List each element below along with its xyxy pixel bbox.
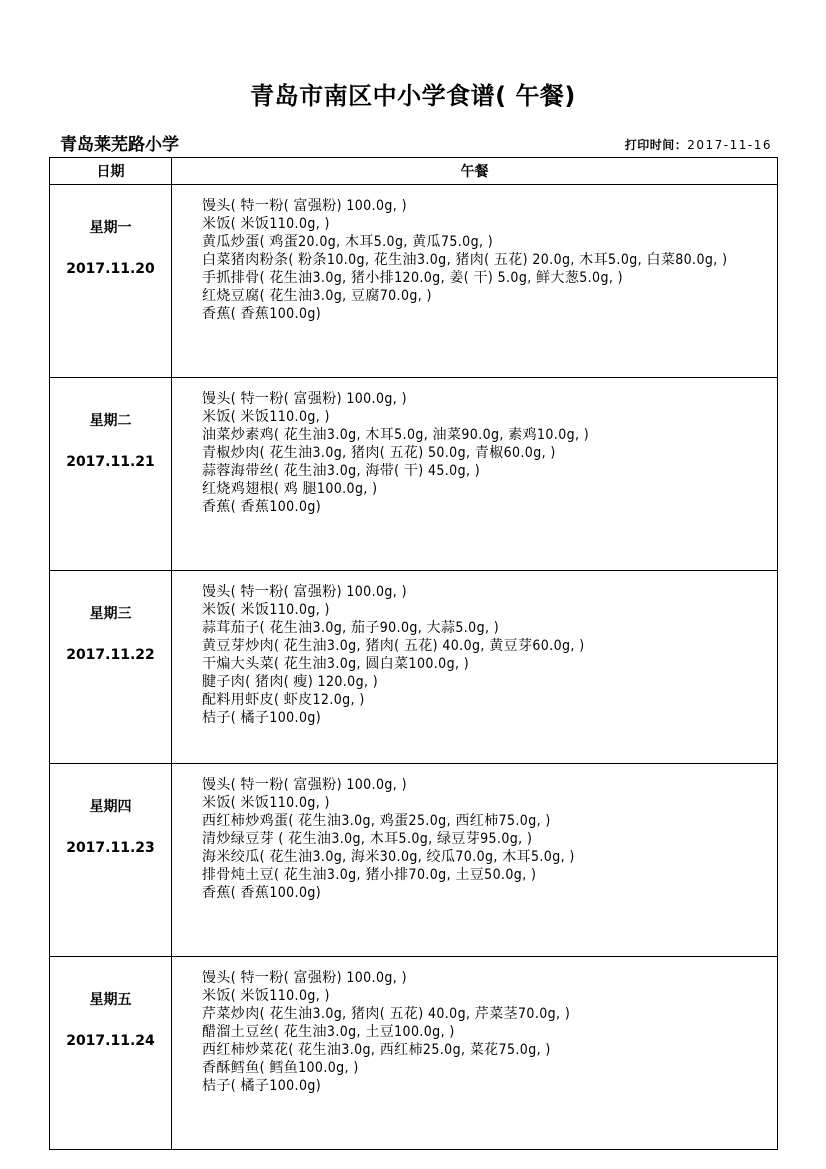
dish-item: 香蕉( 香蕉100.0g) <box>202 306 322 322</box>
date-label: 2017.11.20 <box>66 261 155 277</box>
dish-item: 桔子( 橘子100.0g) <box>202 1078 322 1094</box>
dish-item: 油菜炒素鸡( 花生油3.0g, 木耳5.0g, 油菜90.0g, 素鸡10.0g, ) <box>202 427 590 443</box>
weekday-label: 星期四 <box>89 799 132 815</box>
date-cell <box>50 571 172 764</box>
print-time <box>625 136 772 153</box>
print-time-label: 打印时间： <box>624 138 688 152</box>
table-row <box>50 378 778 571</box>
weekday-label: 星期二 <box>89 413 132 429</box>
dish-item: 香蕉( 香蕉100.0g) <box>202 885 322 901</box>
dish-item: 红烧鸡翅根( 鸡 腿100.0g, ) <box>202 481 378 497</box>
table-header-row <box>50 158 778 185</box>
dish-item: 醋溜土豆丝( 花生油3.0g, 土豆100.0g, ) <box>202 1024 455 1040</box>
menu-table <box>49 157 778 1150</box>
table-row <box>50 957 778 1150</box>
dish-item: 配料用虾皮( 虾皮12.0g, ) <box>202 692 365 708</box>
dish-item: 馒头( 特一粉( 富强粉) 100.0g, ) <box>202 584 407 600</box>
dish-item: 馒头( 特一粉( 富强粉) 100.0g, ) <box>202 198 407 214</box>
date-label: 2017.11.23 <box>66 840 155 856</box>
date-label: 2017.11.24 <box>66 1033 155 1049</box>
date-cell <box>50 378 172 571</box>
menu-body <box>50 185 778 1150</box>
date-cell <box>50 185 172 378</box>
dish-item: 蒜茸茄子( 花生油3.0g, 茄子90.0g, 大蒜5.0g, ) <box>202 620 500 636</box>
dish-item: 西红柿炒菜花( 花生油3.0g, 西红柿25.0g, 菜花75.0g, ) <box>202 1042 551 1058</box>
dish-item: 馒头( 特一粉( 富强粉) 100.0g, ) <box>202 970 407 986</box>
dish-item: 白菜猪肉粉条( 粉条10.0g, 花生油3.0g, 猪肉( 五花) 20.0g, 木耳5.0g, 白菜80.0g, ) <box>202 252 728 268</box>
dish-item: 香酥鳕鱼( 鳕鱼100.0g, ) <box>202 1060 359 1076</box>
dish-item: 米饭( 米饭110.0g, ) <box>202 602 330 618</box>
table-row <box>50 571 778 764</box>
dish-item: 芹菜炒肉( 花生油3.0g, 猪肉( 五花) 40.0g, 芹菜茎70.0g, ) <box>202 1006 571 1022</box>
school-name: 青岛莱芜路小学 <box>60 135 179 155</box>
lunch-cell <box>172 764 778 957</box>
dish-item: 米饭( 米饭110.0g, ) <box>202 216 330 232</box>
print-time-value: 2017-11-16 <box>687 138 772 152</box>
table-row <box>50 764 778 957</box>
weekday-label: 星期三 <box>89 606 132 622</box>
page-title: 青岛市南区中小学食谱( 午餐) <box>250 82 576 110</box>
lunch-cell <box>172 571 778 764</box>
dish-item: 米饭( 米饭110.0g, ) <box>202 409 330 425</box>
lunch-cell <box>172 957 778 1150</box>
date-label: 2017.11.21 <box>66 454 155 470</box>
dish-item: 排骨炖土豆( 花生油3.0g, 猪小排70.0g, 土豆50.0g, ) <box>202 867 537 883</box>
dish-item: 桔子( 橘子100.0g) <box>202 710 322 726</box>
dish-item: 手抓排骨( 花生油3.0g, 猪小排120.0g, 姜( 干) 5.0g, 鲜大葱5.0g, ) <box>202 270 623 286</box>
dish-item: 海米绞瓜( 花生油3.0g, 海米30.0g, 绞瓜70.0g, 木耳5.0g, ) <box>202 849 575 865</box>
dish-item: 馒头( 特一粉( 富强粉) 100.0g, ) <box>202 391 407 407</box>
column-header-lunch: 午餐 <box>172 158 778 185</box>
dish-item: 香蕉( 香蕉100.0g) <box>202 499 322 515</box>
dish-item: 米饭( 米饭110.0g, ) <box>202 988 330 1004</box>
weekday-label: 星期五 <box>89 992 132 1008</box>
dish-item: 馒头( 特一粉( 富强粉) 100.0g, ) <box>202 777 407 793</box>
dish-item: 清炒绿豆芽 ( 花生油3.0g, 木耳5.0g, 绿豆芽95.0g, ) <box>202 831 533 847</box>
dish-item: 青椒炒肉( 花生油3.0g, 猪肉( 五花) 50.0g, 青椒60.0g, ) <box>202 445 556 461</box>
date-cell <box>50 764 172 957</box>
dish-item: 西红柿炒鸡蛋( 花生油3.0g, 鸡蛋25.0g, 西红柿75.0g, ) <box>202 813 551 829</box>
dish-item: 黄豆芽炒肉( 花生油3.0g, 猪肉( 五花) 40.0g, 黄豆芽60.0g, ) <box>202 638 585 654</box>
dish-item: 蒜蓉海带丝( 花生油3.0g, 海带( 干) 45.0g, ) <box>202 463 481 479</box>
dish-item: 黄瓜炒蛋( 鸡蛋20.0g, 木耳5.0g, 黄瓜75.0g, ) <box>202 234 494 250</box>
date-cell <box>50 957 172 1150</box>
weekday-label: 星期一 <box>89 220 132 236</box>
lunch-cell <box>172 378 778 571</box>
table-row <box>50 185 778 378</box>
dish-item: 干煸大头菜( 花生油3.0g, 圆白菜100.0g, ) <box>202 656 470 672</box>
date-label: 2017.11.22 <box>66 647 155 663</box>
lunch-cell <box>172 185 778 378</box>
dish-item: 红烧豆腐( 花生油3.0g, 豆腐70.0g, ) <box>202 288 432 304</box>
dish-item: 腱子肉( 猪肉( 瘦) 120.0g, ) <box>202 674 379 690</box>
dish-item: 米饭( 米饭110.0g, ) <box>202 795 330 811</box>
column-header-date: 日期 <box>50 158 172 185</box>
